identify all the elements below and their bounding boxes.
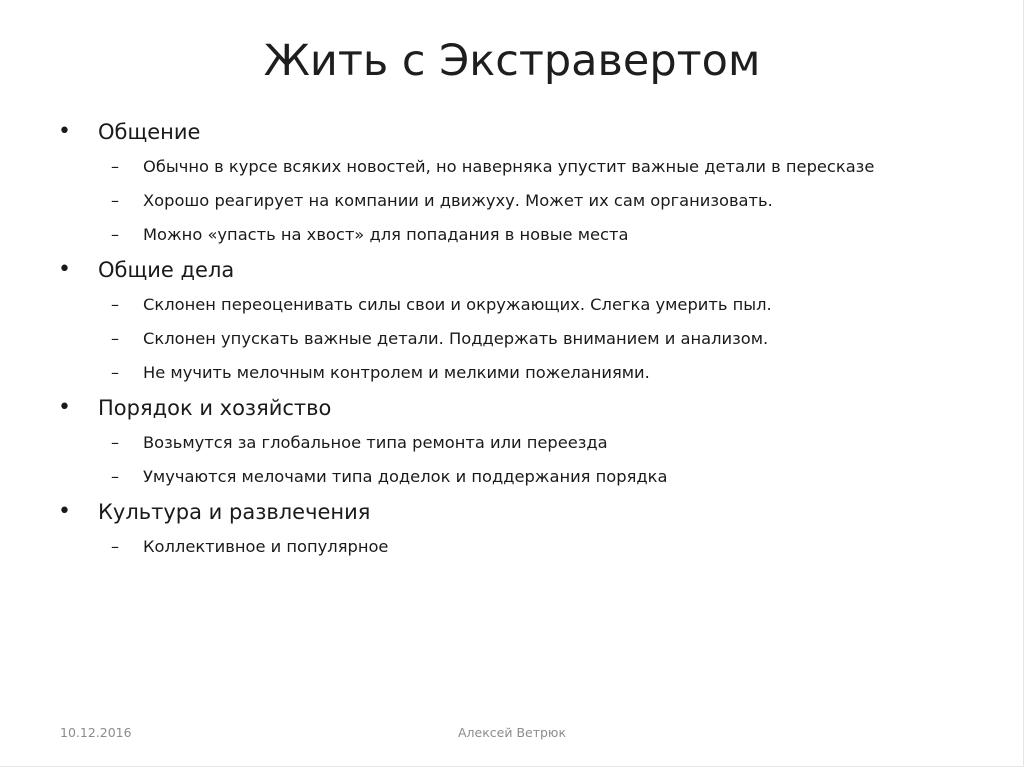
dash-icon: –	[111, 329, 119, 348]
list-item-text: Хорошо реагирует на компании и движуху. Может их сам организовать.	[143, 191, 773, 210]
dash-icon: –	[111, 191, 119, 210]
list-item	[58, 322, 998, 356]
list-item	[58, 150, 998, 184]
list-item	[58, 460, 998, 494]
dash-icon: –	[111, 363, 119, 382]
section-label: Общие дела	[98, 258, 235, 282]
dash-icon: –	[111, 467, 119, 486]
dash-icon: –	[111, 537, 119, 556]
section-culture	[58, 494, 998, 564]
list-item	[58, 218, 998, 252]
section-label: Порядок и хозяйство	[98, 396, 332, 420]
bullet-icon: •	[58, 119, 71, 144]
dash-icon: –	[111, 295, 119, 314]
bullet-icon: •	[58, 395, 71, 420]
section-shared-tasks	[58, 252, 998, 390]
bullet-list	[58, 114, 998, 564]
dash-icon: –	[111, 225, 119, 244]
section-heading	[58, 252, 998, 288]
list-item-text: Возьмутся за глобальное типа ремонта или переезда	[143, 433, 608, 452]
footer-date: 10.12.2016	[60, 725, 132, 740]
dash-icon: –	[111, 433, 119, 452]
section-heading	[58, 494, 998, 530]
dash-icon: –	[111, 157, 119, 176]
bullet-icon: •	[58, 499, 71, 524]
footer-author: Алексей Ветрюк	[458, 725, 566, 740]
section-household	[58, 390, 998, 494]
list-item	[58, 184, 998, 218]
list-item	[58, 426, 998, 460]
section-heading	[58, 390, 998, 426]
bullet-icon: •	[58, 257, 71, 282]
list-item-text: Не мучить мелочным контролем и мелкими пожеланиями.	[143, 363, 650, 382]
list-item	[58, 288, 998, 322]
list-item-text: Умучаются мелочами типа доделок и поддержания порядка	[143, 467, 668, 486]
list-item-text: Можно «упасть на хвост» для попадания в новые места	[143, 225, 629, 244]
list-item-text: Склонен упускать важные детали. Поддержать вниманием и анализом.	[143, 329, 769, 348]
list-item-text: Склонен переоценивать силы свои и окружающих. Слегка умерить пыл.	[143, 295, 772, 314]
section-label: Общение	[98, 120, 201, 144]
slide-title: Жить с Экстравертом	[263, 36, 761, 86]
section-label: Культура и развлечения	[98, 500, 371, 524]
section-heading	[58, 114, 998, 150]
list-item-text: Коллективное и популярное	[143, 537, 389, 556]
section-communication	[58, 114, 998, 252]
list-item-text: Обычно в курсе всяких новостей, но наверняка упустит важные детали в пересказе	[143, 157, 875, 176]
list-item	[58, 356, 998, 390]
list-item	[58, 530, 998, 564]
